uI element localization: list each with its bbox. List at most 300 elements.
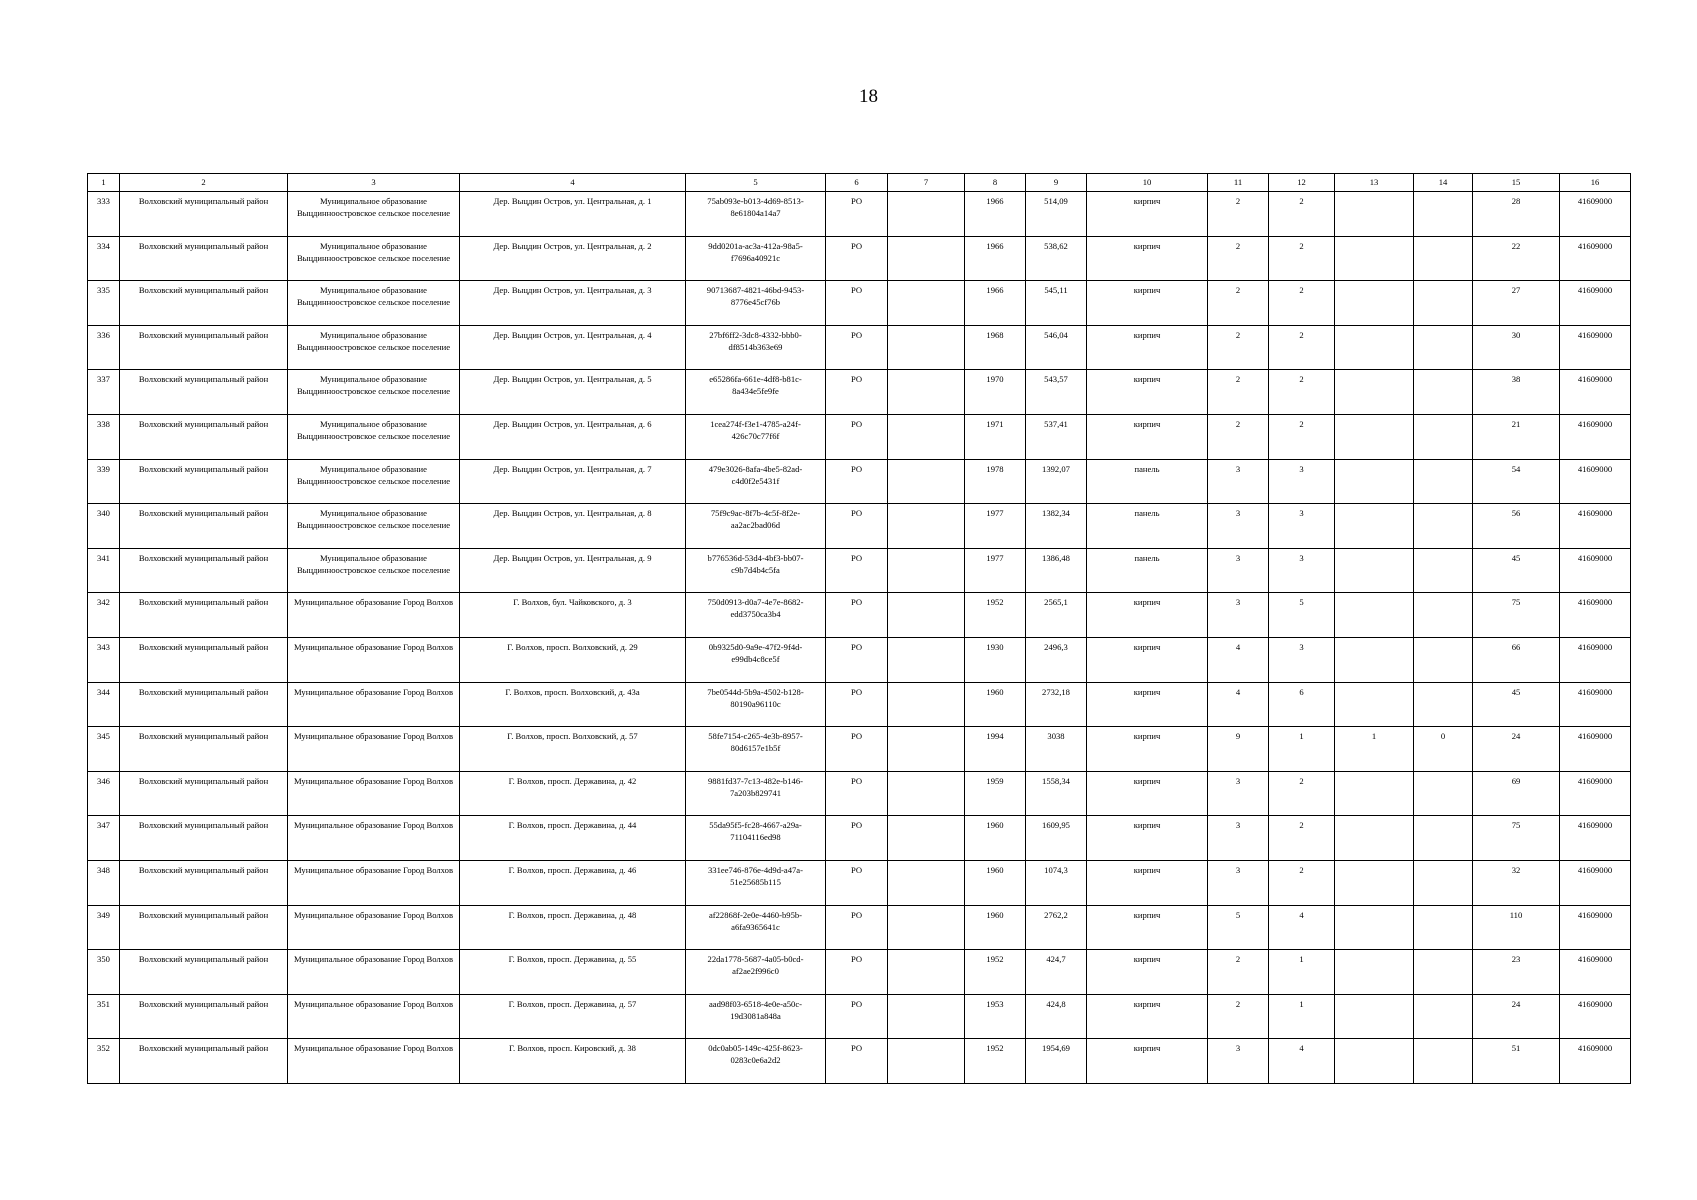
oktmo-cell: 41609000 — [1560, 771, 1631, 816]
column-7-cell — [888, 370, 965, 415]
year-cell: 1959 — [965, 771, 1026, 816]
column-header-15: 15 — [1473, 174, 1560, 192]
municipality-cell: Муниципальное образование Город Волхов — [288, 593, 460, 638]
column-header-13: 13 — [1335, 174, 1414, 192]
address-cell: Дер. Выцдин Остров, ул. Центральная, д. 9 — [460, 548, 686, 593]
row-number-cell: 345 — [88, 727, 120, 772]
year-cell: 1953 — [965, 994, 1026, 1039]
column-15-cell: 21 — [1473, 414, 1560, 459]
municipality-cell: Муниципальное образование Город Волхов — [288, 905, 460, 950]
row-number-cell: 338 — [88, 414, 120, 459]
district-cell: Волховский муниципальный район — [120, 682, 288, 727]
municipality-cell: Муниципальное образование Выцдинноостровское сельское поселение — [288, 236, 460, 281]
wall-material-cell: кирпич — [1087, 950, 1208, 995]
wall-material-cell: кирпич — [1087, 370, 1208, 415]
column-14-cell — [1414, 548, 1473, 593]
column-15-cell: 54 — [1473, 459, 1560, 504]
column-15-cell: 24 — [1473, 727, 1560, 772]
column-6-cell: РО — [826, 637, 888, 682]
column-6-cell: РО — [826, 325, 888, 370]
address-cell: Дер. Выцдин Остров, ул. Центральная, д. 5 — [460, 370, 686, 415]
wall-material-cell: кирпич — [1087, 905, 1208, 950]
column-12-cell: 2 — [1269, 325, 1335, 370]
column-15-cell: 30 — [1473, 325, 1560, 370]
column-6-cell: РО — [826, 950, 888, 995]
address-cell: Г. Волхов, бул. Чайковского, д. 3 — [460, 593, 686, 638]
guid-cell: 9dd0201a-ac3a-412a-98a5-f7696a40921c — [686, 236, 826, 281]
oktmo-cell: 41609000 — [1560, 593, 1631, 638]
area-cell: 424,7 — [1026, 950, 1087, 995]
district-cell: Волховский муниципальный район — [120, 994, 288, 1039]
row-number-cell: 336 — [88, 325, 120, 370]
district-cell: Волховский муниципальный район — [120, 771, 288, 816]
table-row — [88, 860, 1631, 905]
column-13-cell — [1335, 1039, 1414, 1084]
year-cell: 1952 — [965, 1039, 1026, 1084]
column-6-cell: РО — [826, 727, 888, 772]
column-11-cell: 4 — [1208, 682, 1269, 727]
column-14-cell — [1414, 414, 1473, 459]
guid-cell: 750d0913-d0a7-4e7e-8682-edd3750ca3b4 — [686, 593, 826, 638]
municipality-cell: Муниципальное образование Город Волхов — [288, 682, 460, 727]
column-13-cell — [1335, 950, 1414, 995]
column-header-7: 7 — [888, 174, 965, 192]
table-header — [88, 174, 1631, 192]
row-number-cell: 349 — [88, 905, 120, 950]
district-cell: Волховский муниципальный район — [120, 816, 288, 861]
municipality-cell: Муниципальное образование Выцдинноостровское сельское поселение — [288, 504, 460, 549]
column-header-2: 2 — [120, 174, 288, 192]
column-7-cell — [888, 548, 965, 593]
district-cell: Волховский муниципальный район — [120, 637, 288, 682]
row-number-cell: 335 — [88, 281, 120, 326]
oktmo-cell: 41609000 — [1560, 727, 1631, 772]
column-12-cell: 3 — [1269, 548, 1335, 593]
column-15-cell: 51 — [1473, 1039, 1560, 1084]
municipality-cell: Муниципальное образование Город Волхов — [288, 994, 460, 1039]
area-cell: 2732,18 — [1026, 682, 1087, 727]
column-15-cell: 28 — [1473, 192, 1560, 237]
column-13-cell — [1335, 593, 1414, 638]
column-header-14: 14 — [1414, 174, 1473, 192]
column-6-cell: РО — [826, 192, 888, 237]
column-11-cell: 3 — [1208, 816, 1269, 861]
column-7-cell — [888, 637, 965, 682]
column-7-cell — [888, 994, 965, 1039]
wall-material-cell: кирпич — [1087, 994, 1208, 1039]
oktmo-cell: 41609000 — [1560, 816, 1631, 861]
guid-cell: 22da1778-5687-4a05-b0cd-af2ae2f996c0 — [686, 950, 826, 995]
column-12-cell: 1 — [1269, 994, 1335, 1039]
table-row — [88, 950, 1631, 995]
column-header-10: 10 — [1087, 174, 1208, 192]
column-11-cell: 3 — [1208, 548, 1269, 593]
oktmo-cell: 41609000 — [1560, 414, 1631, 459]
municipality-cell: Муниципальное образование Выцдинноостровское сельское поселение — [288, 548, 460, 593]
column-13-cell — [1335, 637, 1414, 682]
table-row — [88, 637, 1631, 682]
wall-material-cell: кирпич — [1087, 236, 1208, 281]
page-number: 18 — [859, 86, 878, 107]
wall-material-cell: кирпич — [1087, 816, 1208, 861]
column-14-cell — [1414, 682, 1473, 727]
district-cell: Волховский муниципальный район — [120, 593, 288, 638]
area-cell: 546,04 — [1026, 325, 1087, 370]
column-15-cell: 66 — [1473, 637, 1560, 682]
column-14-cell — [1414, 771, 1473, 816]
area-cell: 545,11 — [1026, 281, 1087, 326]
column-7-cell — [888, 192, 965, 237]
municipality-cell: Муниципальное образование Выцдинноостровское сельское поселение — [288, 414, 460, 459]
column-6-cell: РО — [826, 905, 888, 950]
address-cell: Г. Волхов, просп. Державина, д. 48 — [460, 905, 686, 950]
table-row — [88, 236, 1631, 281]
column-14-cell — [1414, 459, 1473, 504]
wall-material-cell: кирпич — [1087, 637, 1208, 682]
oktmo-cell: 41609000 — [1560, 192, 1631, 237]
table-row — [88, 370, 1631, 415]
column-11-cell: 2 — [1208, 994, 1269, 1039]
wall-material-cell: панель — [1087, 459, 1208, 504]
district-cell: Волховский муниципальный район — [120, 1039, 288, 1084]
year-cell: 1960 — [965, 816, 1026, 861]
area-cell: 514,09 — [1026, 192, 1087, 237]
column-6-cell: РО — [826, 860, 888, 905]
column-12-cell: 3 — [1269, 504, 1335, 549]
column-11-cell: 2 — [1208, 414, 1269, 459]
row-number-cell: 342 — [88, 593, 120, 638]
column-15-cell: 32 — [1473, 860, 1560, 905]
column-11-cell: 3 — [1208, 504, 1269, 549]
year-cell: 1930 — [965, 637, 1026, 682]
column-7-cell — [888, 860, 965, 905]
area-cell: 2762,2 — [1026, 905, 1087, 950]
municipality-cell: Муниципальное образование Выцдинноостровское сельское поселение — [288, 370, 460, 415]
row-number-cell: 351 — [88, 994, 120, 1039]
year-cell: 1977 — [965, 504, 1026, 549]
address-cell: Г. Волхов, просп. Волховский, д. 57 — [460, 727, 686, 772]
municipality-cell: Муниципальное образование Город Волхов — [288, 950, 460, 995]
column-13-cell — [1335, 682, 1414, 727]
district-cell: Волховский муниципальный район — [120, 370, 288, 415]
column-6-cell: РО — [826, 504, 888, 549]
row-number-cell: 350 — [88, 950, 120, 995]
district-cell: Волховский муниципальный район — [120, 905, 288, 950]
column-13-cell: 1 — [1335, 727, 1414, 772]
column-7-cell — [888, 414, 965, 459]
year-cell: 1978 — [965, 459, 1026, 504]
column-7-cell — [888, 727, 965, 772]
column-12-cell: 1 — [1269, 727, 1335, 772]
column-12-cell: 3 — [1269, 637, 1335, 682]
oktmo-cell: 41609000 — [1560, 504, 1631, 549]
guid-cell: aad98f03-6518-4e0e-a50c-19d3081a848a — [686, 994, 826, 1039]
district-cell: Волховский муниципальный район — [120, 459, 288, 504]
column-12-cell: 2 — [1269, 771, 1335, 816]
oktmo-cell: 41609000 — [1560, 994, 1631, 1039]
area-cell: 2565,1 — [1026, 593, 1087, 638]
column-12-cell: 2 — [1269, 816, 1335, 861]
year-cell: 1960 — [965, 905, 1026, 950]
address-cell: Г. Волхов, просп. Державина, д. 46 — [460, 860, 686, 905]
column-11-cell: 4 — [1208, 637, 1269, 682]
wall-material-cell: кирпич — [1087, 771, 1208, 816]
guid-cell: af22868f-2e0e-4460-b95b-a6fa9365641c — [686, 905, 826, 950]
column-13-cell — [1335, 192, 1414, 237]
column-14-cell — [1414, 816, 1473, 861]
table-row — [88, 905, 1631, 950]
table-row — [88, 1039, 1631, 1084]
column-14-cell — [1414, 325, 1473, 370]
wall-material-cell: кирпич — [1087, 192, 1208, 237]
column-header-6: 6 — [826, 174, 888, 192]
column-11-cell: 5 — [1208, 905, 1269, 950]
column-6-cell: РО — [826, 459, 888, 504]
column-6-cell: РО — [826, 1039, 888, 1084]
guid-cell: 0b9325d0-9a9e-47f2-9f4d-e99db4c8ce5f — [686, 637, 826, 682]
column-12-cell: 5 — [1269, 593, 1335, 638]
column-6-cell: РО — [826, 994, 888, 1039]
district-cell: Волховский муниципальный район — [120, 504, 288, 549]
column-13-cell — [1335, 816, 1414, 861]
row-number-cell: 340 — [88, 504, 120, 549]
guid-cell: 75ab093e-b013-4d69-8513-8e61804a14a7 — [686, 192, 826, 237]
wall-material-cell: кирпич — [1087, 682, 1208, 727]
column-7-cell — [888, 325, 965, 370]
column-header-11: 11 — [1208, 174, 1269, 192]
address-cell: Г. Волхов, просп. Державина, д. 42 — [460, 771, 686, 816]
column-11-cell: 2 — [1208, 950, 1269, 995]
address-cell: Дер. Выцдин Остров, ул. Центральная, д. 2 — [460, 236, 686, 281]
column-7-cell — [888, 816, 965, 861]
column-7-cell — [888, 771, 965, 816]
guid-cell: 1cea274f-f3e1-4785-a24f-426c70c77f6f — [686, 414, 826, 459]
row-number-cell: 337 — [88, 370, 120, 415]
column-11-cell: 3 — [1208, 593, 1269, 638]
area-cell: 1382,34 — [1026, 504, 1087, 549]
year-cell: 1968 — [965, 325, 1026, 370]
wall-material-cell: кирпич — [1087, 414, 1208, 459]
column-14-cell — [1414, 504, 1473, 549]
column-6-cell: РО — [826, 414, 888, 459]
column-6-cell: РО — [826, 370, 888, 415]
column-header-3: 3 — [288, 174, 460, 192]
table-row — [88, 459, 1631, 504]
column-12-cell: 6 — [1269, 682, 1335, 727]
year-cell: 1952 — [965, 950, 1026, 995]
guid-cell: 7be0544d-5b9a-4502-b128-80190a96110c — [686, 682, 826, 727]
guid-cell: 90713687-4821-46bd-9453-8776e45cf76b — [686, 281, 826, 326]
wall-material-cell: кирпич — [1087, 860, 1208, 905]
municipality-cell: Муниципальное образование Город Волхов — [288, 860, 460, 905]
column-11-cell: 2 — [1208, 236, 1269, 281]
column-15-cell: 110 — [1473, 905, 1560, 950]
column-7-cell — [888, 950, 965, 995]
address-cell: Г. Волхов, просп. Кировский, д. 38 — [460, 1039, 686, 1084]
area-cell: 1074,3 — [1026, 860, 1087, 905]
table-row — [88, 192, 1631, 237]
address-cell: Дер. Выцдин Остров, ул. Центральная, д. 7 — [460, 459, 686, 504]
column-15-cell: 27 — [1473, 281, 1560, 326]
district-cell: Волховский муниципальный район — [120, 281, 288, 326]
address-cell: Г. Волхов, просп. Волховский, д. 43а — [460, 682, 686, 727]
address-cell: Дер. Выцдин Остров, ул. Центральная, д. 1 — [460, 192, 686, 237]
address-cell: Дер. Выцдин Остров, ул. Центральная, д. 3 — [460, 281, 686, 326]
address-cell: Г. Волхов, просп. Державина, д. 55 — [460, 950, 686, 995]
area-cell: 1954,69 — [1026, 1039, 1087, 1084]
column-7-cell — [888, 905, 965, 950]
column-7-cell — [888, 504, 965, 549]
column-7-cell — [888, 281, 965, 326]
column-15-cell: 75 — [1473, 593, 1560, 638]
column-6-cell: РО — [826, 281, 888, 326]
municipality-cell: Муниципальное образование Выцдинноостровское сельское поселение — [288, 459, 460, 504]
column-14-cell — [1414, 994, 1473, 1039]
guid-cell: e65286fa-661e-4df8-b81c-8a434e5fe9fe — [686, 370, 826, 415]
column-14-cell — [1414, 637, 1473, 682]
guid-cell: 58fe7154-c265-4e3b-8957-80d6157e1b5f — [686, 727, 826, 772]
municipality-cell: Муниципальное образование Выцдинноостровское сельское поселение — [288, 192, 460, 237]
year-cell: 1952 — [965, 593, 1026, 638]
guid-cell: b776536d-53d4-4bf3-bb07-c9b7d4b4c5fa — [686, 548, 826, 593]
oktmo-cell: 41609000 — [1560, 637, 1631, 682]
wall-material-cell: панель — [1087, 504, 1208, 549]
municipality-cell: Муниципальное образование Выцдинноостровское сельское поселение — [288, 325, 460, 370]
column-11-cell: 3 — [1208, 459, 1269, 504]
column-6-cell: РО — [826, 771, 888, 816]
address-cell: Дер. Выцдин Остров, ул. Центральная, д. 4 — [460, 325, 686, 370]
column-7-cell — [888, 593, 965, 638]
municipality-cell: Муниципальное образование Город Волхов — [288, 1039, 460, 1084]
column-header-1: 1 — [88, 174, 120, 192]
column-13-cell — [1335, 994, 1414, 1039]
column-13-cell — [1335, 771, 1414, 816]
table-row — [88, 816, 1631, 861]
column-15-cell: 69 — [1473, 771, 1560, 816]
column-12-cell: 4 — [1269, 905, 1335, 950]
row-number-cell: 344 — [88, 682, 120, 727]
district-cell: Волховский муниципальный район — [120, 950, 288, 995]
table-row — [88, 682, 1631, 727]
column-7-cell — [888, 459, 965, 504]
oktmo-cell: 41609000 — [1560, 281, 1631, 326]
area-cell: 543,57 — [1026, 370, 1087, 415]
column-14-cell — [1414, 370, 1473, 415]
row-number-cell: 339 — [88, 459, 120, 504]
column-header-8: 8 — [965, 174, 1026, 192]
oktmo-cell: 41609000 — [1560, 950, 1631, 995]
table-row — [88, 727, 1631, 772]
oktmo-cell: 41609000 — [1560, 370, 1631, 415]
year-cell: 1966 — [965, 236, 1026, 281]
column-12-cell: 2 — [1269, 414, 1335, 459]
column-15-cell: 45 — [1473, 682, 1560, 727]
column-11-cell: 3 — [1208, 1039, 1269, 1084]
wall-material-cell: кирпич — [1087, 1039, 1208, 1084]
column-13-cell — [1335, 860, 1414, 905]
column-13-cell — [1335, 414, 1414, 459]
column-12-cell: 2 — [1269, 370, 1335, 415]
area-cell: 3038 — [1026, 727, 1087, 772]
column-13-cell — [1335, 504, 1414, 549]
column-header-12: 12 — [1269, 174, 1335, 192]
column-15-cell: 38 — [1473, 370, 1560, 415]
table-body — [88, 192, 1631, 1084]
column-6-cell: РО — [826, 816, 888, 861]
wall-material-cell: кирпич — [1087, 281, 1208, 326]
column-15-cell: 22 — [1473, 236, 1560, 281]
guid-cell: 9881fd37-7c13-482e-b146-7a203b829741 — [686, 771, 826, 816]
column-14-cell — [1414, 950, 1473, 995]
area-cell: 1558,34 — [1026, 771, 1087, 816]
guid-cell: 55da95f5-fc28-4667-a29a-71104116ed98 — [686, 816, 826, 861]
oktmo-cell: 41609000 — [1560, 860, 1631, 905]
column-13-cell — [1335, 281, 1414, 326]
area-cell: 2496,3 — [1026, 637, 1087, 682]
column-13-cell — [1335, 548, 1414, 593]
guid-cell: 331ee746-876e-4d9d-a47a-51e25685b115 — [686, 860, 826, 905]
row-number-cell: 343 — [88, 637, 120, 682]
table-row — [88, 325, 1631, 370]
area-cell: 538,62 — [1026, 236, 1087, 281]
column-14-cell — [1414, 192, 1473, 237]
column-14-cell — [1414, 236, 1473, 281]
table-row — [88, 504, 1631, 549]
area-cell: 1392,07 — [1026, 459, 1087, 504]
column-14-cell — [1414, 860, 1473, 905]
housing-registry-table — [87, 173, 1631, 1084]
district-cell: Волховский муниципальный район — [120, 860, 288, 905]
oktmo-cell: 41609000 — [1560, 682, 1631, 727]
row-number-cell: 348 — [88, 860, 120, 905]
column-15-cell: 45 — [1473, 548, 1560, 593]
year-cell: 1966 — [965, 192, 1026, 237]
column-header-9: 9 — [1026, 174, 1087, 192]
year-cell: 1960 — [965, 860, 1026, 905]
wall-material-cell: кирпич — [1087, 325, 1208, 370]
address-cell: Г. Волхов, просп. Волховский, д. 29 — [460, 637, 686, 682]
oktmo-cell: 41609000 — [1560, 905, 1631, 950]
column-15-cell: 24 — [1473, 994, 1560, 1039]
district-cell: Волховский муниципальный район — [120, 548, 288, 593]
wall-material-cell: кирпич — [1087, 727, 1208, 772]
column-7-cell — [888, 682, 965, 727]
table-row — [88, 281, 1631, 326]
oktmo-cell: 41609000 — [1560, 1039, 1631, 1084]
municipality-cell: Муниципальное образование Город Волхов — [288, 727, 460, 772]
row-number-cell: 333 — [88, 192, 120, 237]
column-11-cell: 2 — [1208, 281, 1269, 326]
column-14-cell — [1414, 1039, 1473, 1084]
column-11-cell: 3 — [1208, 771, 1269, 816]
column-11-cell: 2 — [1208, 325, 1269, 370]
column-11-cell: 9 — [1208, 727, 1269, 772]
municipality-cell: Муниципальное образование Город Волхов — [288, 637, 460, 682]
column-7-cell — [888, 1039, 965, 1084]
column-12-cell: 4 — [1269, 1039, 1335, 1084]
oktmo-cell: 41609000 — [1560, 459, 1631, 504]
column-12-cell: 2 — [1269, 281, 1335, 326]
column-14-cell — [1414, 593, 1473, 638]
row-number-cell: 352 — [88, 1039, 120, 1084]
column-13-cell — [1335, 459, 1414, 504]
address-cell: Г. Волхов, просп. Державина, д. 44 — [460, 816, 686, 861]
column-12-cell: 2 — [1269, 192, 1335, 237]
year-cell: 1971 — [965, 414, 1026, 459]
area-cell: 1386,48 — [1026, 548, 1087, 593]
column-13-cell — [1335, 905, 1414, 950]
year-cell: 1960 — [965, 682, 1026, 727]
